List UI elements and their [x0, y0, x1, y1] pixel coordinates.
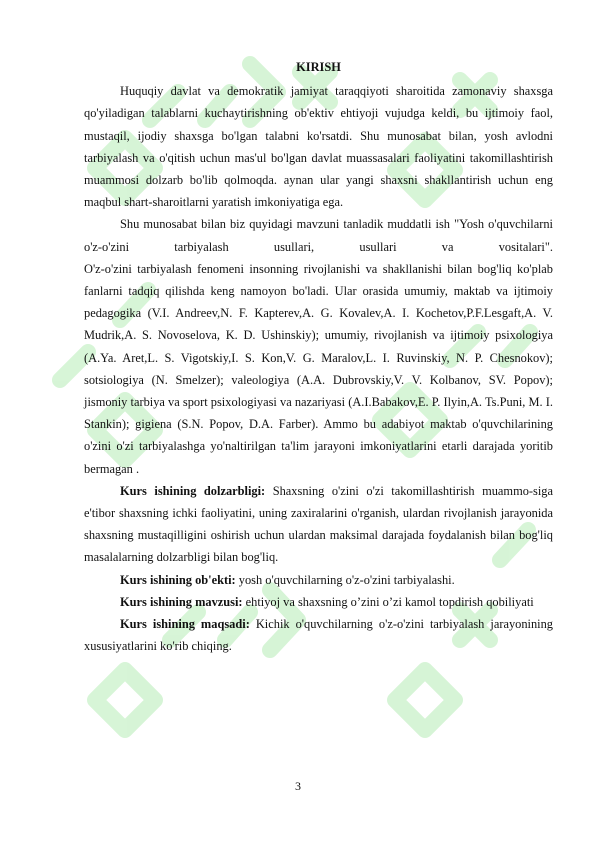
section-text: ehtiyoj va shaxsning o’zini o’zi kamol topdirish qobiliyati — [242, 594, 534, 609]
section-label: Kurs ishining mavzusi: — [120, 594, 243, 609]
section-text: Kichik o'quvchilarning o'z-o'zini tarbiyalash jarayonining xususiyatlarini ko'rib chiqing. — [84, 617, 553, 654]
section-text: Shaxsning o'zini o'zi takomillashtirish muammo-siga e'tibor shaxsning ichki faoliyatini, uning zaxiralarini o'rganish, ulardan rivojlanish jarayonida shaxsning mustaqilligini oshirish uchun ulardan maksimal darajada foydalanish bilan bog'liq masalalarning dolzarbligi bilan bog'liq. — [84, 483, 553, 565]
section-subject — [84, 591, 553, 613]
section-text: yosh o'quvchilarning o'z-o'zini tarbiyalashi. — [235, 572, 455, 587]
page-number: 3 — [295, 779, 301, 793]
section-label: Kurs ishining dolzarbligi: — [120, 483, 266, 498]
document-body — [84, 56, 553, 657]
section-relevance — [84, 480, 553, 569]
section-goal — [84, 613, 553, 657]
section-label: Kurs ishining ob'ekti: — [120, 572, 236, 587]
intro-paragraph-1: Huquqiy davlat va demokratik jamiyat taraqqiyoti sharoitida zamonaviy shaxsga qo'yiladigan talablarni kuchaytirishning ob'ektiv ehtiyoji vujudga keldi, bu ijtimoiy faol, mustaqil, ijodiy shaxsga bo'lgan talabni ko'rsatdi. Shu munosabat bilan, yosh avlodni tarbiyalash va o'qitish uchun mas'ul bo'lgan davlat muassasalari faoliyatini takomillashtirish muammosi dolzarb bo'lib qolmoqda. aynan ular yangi shaxsni shakllantirish uchun eng maqbul shart-sharoitlarni yaratish imkoniyatiga ega. — [84, 84, 553, 210]
section-label: Kurs ishining maqsadi: — [120, 617, 250, 632]
document-title: KIRISH — [296, 60, 341, 74]
intro-paragraph-2: Shu munosabat bilan biz quyidagi mavzuni tanladik muddatli ish "Yosh o'quvchilarni o'z-o'zini tarbiyalash usullari, usullari va vositalari". — [84, 217, 553, 254]
intro-paragraph-3: O'z-o'zini tarbiyalash fenomeni insonning rivojlanishi va shakllanishi bilan bog'liq ko'plab fanlarni tadqiq qilishda keng namoyon bo'ladi. Ular orasida umumiy, maktab va ijtimoiy pedagogika (V.I. Andreev,N. F. Kapterev,A. G. Kovalev,A. I. Kochetov,P.F.Lesgaft,A. V. Mudrik,A. S. Novoselova, K. D. Ushinskiy); umumiy, rivojlanish va ijtimoiy psixologiya (A.Ya. Aret,L. S. Vigotskiy,I. S. Kon,V. G. Maralov,L. I. Ruvinskiy, N. P. Chesnokov); sotsiologiya (N. Smelzer); valeologiya (A.A. Dubrovskiy,V. V. Kolbanov, SV. Popov); jismoniy tarbiya va sport psixologiyasi va nazariyasi (A.I.Babakov,E. P. Ilyin,A. Ts.Puni, M. I. Stankin); gigiena (S.N. Popov, D.A. Farber). Ammo bu adabiyot maktab o'quvchilarining o'zini o'zi tarbiyalashga yo'naltirilgan ta'lim jarayoni imkoniyatlarini etarli darajada yoritib bermagan . — [84, 261, 553, 476]
section-object — [84, 569, 553, 591]
